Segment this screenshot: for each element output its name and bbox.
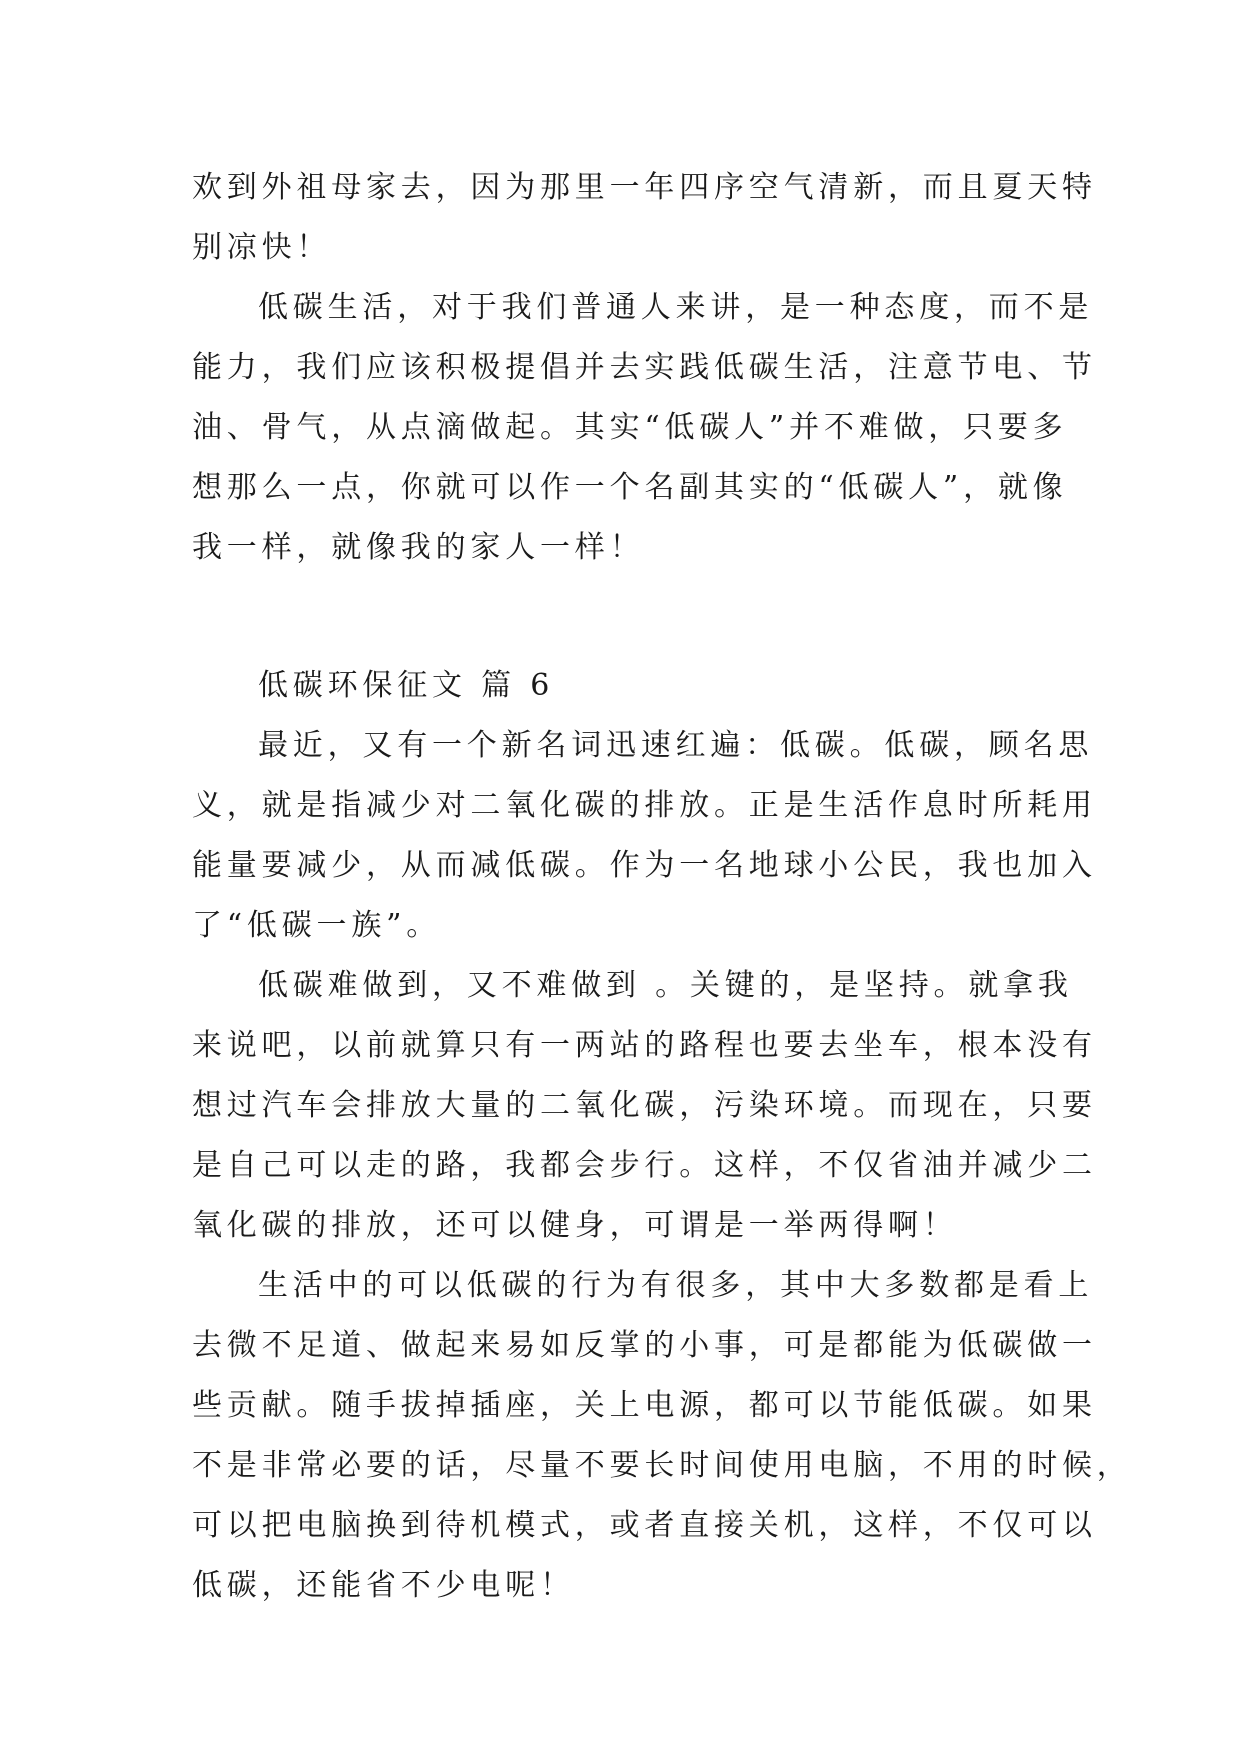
text-line: 想那么一点，你就可以作一个名副其实的“低碳人”，就像 [192,470,1068,505]
text-line: 来说吧，以前就算只有一两站的路程也要去坐车，根本没有 [192,1028,1097,1063]
text-line: 油、骨气，从点滴做起。其实“低碳人”并不难做，只要多 [192,410,1068,445]
text-line: 可以把电脑换到待机模式，或者直接关机，这样，不仅可以 [192,1508,1097,1543]
text-line: 低碳难做到，又不难做到 。关键的，是坚持。就拿我 [258,968,1073,1003]
text-line: 能力，我们应该积极提倡并去实践低碳生活，注意节电、节 [192,350,1097,385]
text-line: 是自己可以走的路，我都会步行。这样，不仅省油并减少二 [192,1148,1097,1183]
section-heading: 低碳环保征文 篇 6 [258,668,555,703]
paragraph-1 [192,158,1097,278]
text-line: 义，就是指减少对二氧化碳的排放。正是生活作息时所耗用 [192,788,1097,823]
text-line: 最近，又有一个新名词迅速红遍：低碳。低碳，顾名思 [258,728,1094,763]
text-line: 欢到外祖母家去，因为那里一年四序空气清新，而且夏天特 [192,170,1097,205]
paragraph-4 [192,956,1097,1256]
section-gap [192,578,1058,656]
paragraph-3 [192,716,1097,956]
text-line: 我一样，就像我的家人一样！ [192,530,645,565]
paragraph-2 [192,278,1097,578]
text-line: 氧化碳的排放，还可以健身，可谓是一举两得啊！ [192,1208,958,1243]
text-line: 去微不足道、做起来易如反掌的小事，可是都能为低碳做一 [192,1328,1097,1363]
document-page [192,158,1132,1616]
paragraph-5 [192,1256,1132,1616]
text-line: 些贡献。随手拔掉插座，关上电源，都可以节能低碳。如果 [192,1388,1097,1423]
text-line: 了“低碳一族”。 [192,908,442,943]
text-line: 能量要减少，从而减低碳。作为一名地球小公民，我也加入 [192,848,1097,883]
text-line: 生活中的可以低碳的行为有很多，其中大多数都是看上 [258,1268,1094,1303]
text-line: 不是非常必要的话，尽量不要长时间使用电脑，不用的时候， [192,1448,1132,1483]
text-line: 别凉快！ [192,230,332,265]
text-line: 低碳，还能省不少电呢！ [192,1568,575,1603]
text-line: 想过汽车会排放大量的二氧化碳，污染环境。而现在，只要 [192,1088,1097,1123]
text-line: 低碳生活，对于我们普通人来讲，是一种态度，而不是 [258,290,1094,325]
